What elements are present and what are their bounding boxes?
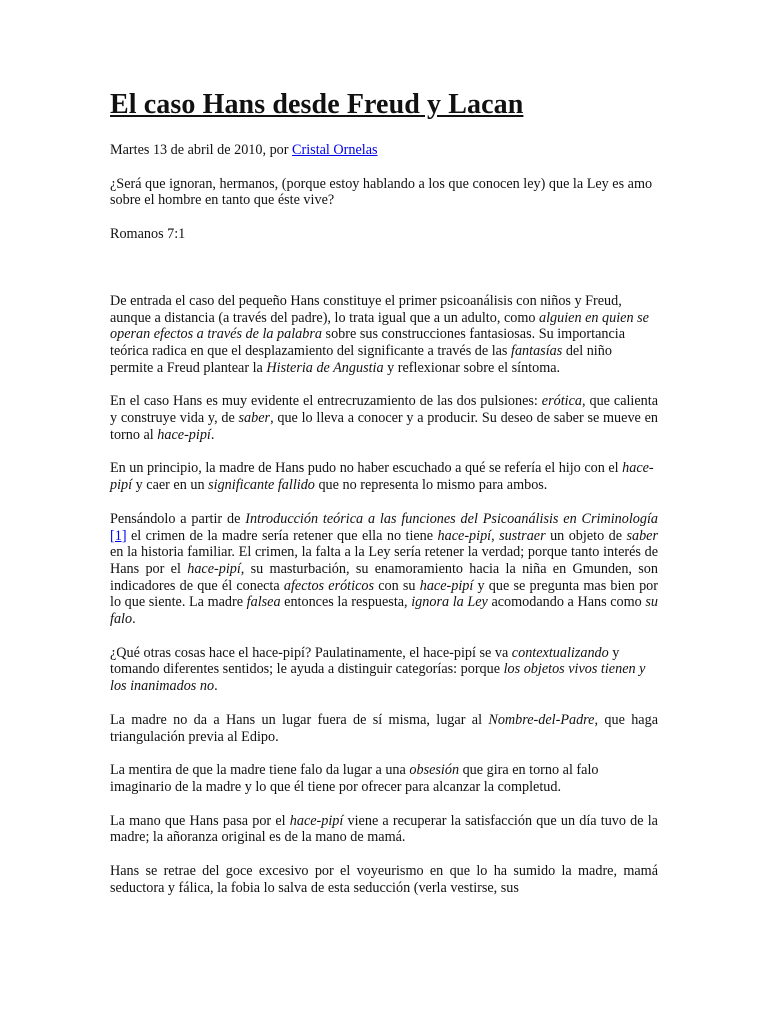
epigraph-reference: Romanos 7:1 — [110, 226, 186, 243]
paragraph-1: De entrada el caso del pequeño Hans constituye el primer psicoanálisis con niños y Freud, aunque a distancia (a través del padre), lo trata igual que a un adulto, como alguien en quien se operan efectos a través de la palabra sobre sus construcciones fantasiosas. Su importancia teórica radica en que el desplazamiento del significante a través de las fantasías del niño permite a Freud plantear la Histeria de Angustia y reflexionar sobre el síntoma. — [110, 292, 649, 376]
byline — [110, 142, 658, 159]
epigraph: ¿Será que ignoran, hermanos, (porque estoy hablando a los que conocen ley) que la Ley es amo sobre el hombre en tanto que éste vive? — [110, 175, 653, 209]
paragraph-2: En el caso Hans es muy evidente el entrecruzamiento de las dos pulsiones: erótica, que calienta y construye vida y, de saber, que lo lleva a conocer y a producir. Su deseo de saber se mueve en torno al hace-pipí. — [110, 393, 659, 443]
author-link[interactable]: Cristal Ornelas — [292, 142, 378, 158]
paragraph-7: La mentira de que la madre tiene falo da lugar a una obsesión que gira en torno al falo imaginario de la madre y lo que él tiene por ofrecer para alcanzar la completud. — [110, 762, 599, 795]
paragraph-3: En un principio, la madre de Hans pudo no haber escuchado a qué se refería el hijo con el hace-pipí y caer en un significante fallido que no representa lo mismo para ambos. — [110, 460, 654, 494]
paragraph-6: La madre no da a Hans un lugar fuera de sí misma, lugar al Nombre-del-Padre, que haga triangulación previa al Edipo. — [110, 711, 658, 745]
paragraph-9: Hans se retrae del goce excesivo por el voyeurismo en que lo ha sumido la madre, mamá seductora y fálica, la fobia lo salva de esta seducción (verla vestirse, sus — [110, 863, 658, 896]
paragraph-5: ¿Qué otras cosas hace el hace-pipí? Paulatinamente, el hace-pipí se va contextualizando y tomando diferentes sentidos; le ayuda a distinguir categorías: porque los objetos vivos tienen y los inanimados no. — [110, 644, 646, 695]
byline-separator: , por — [262, 142, 293, 158]
post-date: Martes 13 de abril de 2010 — [110, 142, 263, 158]
page-title: El caso Hans desde Freud y Lacan — [110, 89, 524, 120]
paragraph-4: Pensándolo a partir de Introducción teórica a las funciones del Psicoanálisis en Criminología [1] el crimen de la madre sería retener que ella no tiene hace-pipí, sustraer un objeto de saber en la historia familiar. El crimen, la falta a la Ley sería retener la verdad; porque tanto interés de Hans por el hace-pipí, su masturbación, su enamoramiento hacia la niña en Gmunden, son indicadores de que él conecta afectos eróticos con su hace-pipí y que se pregunta mas bien por lo que siente. La madre falsea entonces la respuesta, ignora la Ley acomodando a Hans como su falo. — [110, 510, 659, 628]
paragraph-8: La mano que Hans pasa por el hace-pipí viene a recuperar la satisfacción que un día tuvo de la madre; la añoranza original es de la mano de mamá. — [110, 812, 658, 846]
footnote-link[interactable]: [1] — [110, 527, 127, 544]
